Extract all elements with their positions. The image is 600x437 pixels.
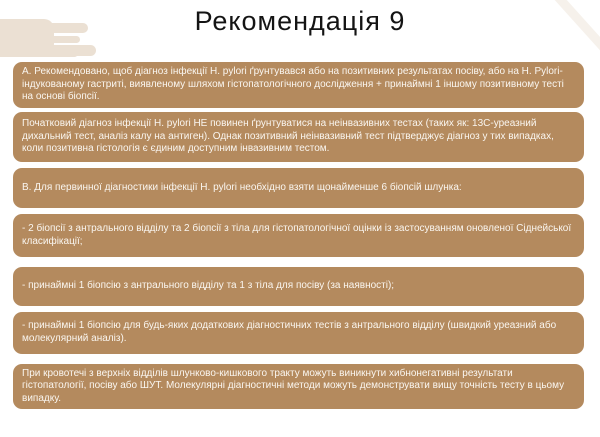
recommendation-block-initial-diagnosis-text: Початковий діагноз інфекції H. pylori НЕ повинен ґрунтуватися на неінвазивних тестах (таких як: 13С-уреазний дихальний тест, аналіз калу на антиген). Однак позитивний неінвазивний тест підтверджує діагноз у тих випадках, коли позитивна гістологія є єдиним доступним інвазивним тестом. bbox=[22, 118, 554, 155]
biopsy-item-culture-text: - принаймні 1 біопсію з антрального відділу та 1 з тіла для посіву (за наявності); bbox=[22, 280, 395, 292]
biopsy-item-culture bbox=[13, 267, 584, 306]
brush-stroke-streak bbox=[22, 36, 80, 43]
biopsy-item-histology bbox=[13, 214, 584, 257]
recommendation-block-b bbox=[13, 168, 584, 208]
recommendation-block-bleeding-note bbox=[13, 364, 584, 409]
biopsy-item-additional-tests bbox=[13, 312, 584, 354]
slide-title: Рекомендація 9 bbox=[194, 6, 406, 36]
recommendation-block-a-text: А. Рекомендовано, щоб діагноз інфекції H. pylori ґрунтувався або на позитивних результатах посіву, або на H. Pylori-індукованому гастриті, виявленому шляхом гістопатологічного дослідження + принаймні 1 іншому позитивному тесті на основі біопсії. bbox=[22, 66, 564, 103]
recommendation-block-a bbox=[13, 62, 584, 108]
biopsy-item-histology-text: - 2 біопсії з антрального відділу та 2 біопсії з тіла для гістопатологічної оцінки із застосуванням оновленої Сіднейської класифікації; bbox=[22, 222, 572, 247]
recommendation-block-bleeding-note-text: При кровотечі з верхніх відділів шлунково-кишкового тракту можуть виникнути хибнонегативні результати гістопатології, посіву або ШУТ. Молекулярні діагностичні методи можуть демонструвати вищу точність тесту в цьому випадку. bbox=[22, 367, 565, 404]
recommendation-block-b-text: В. Для первинної діагностики інфекції H. pylori необхідно взяти щонайменше 6 біопсій шлунка: bbox=[22, 181, 462, 193]
brush-stroke-streak bbox=[0, 50, 78, 57]
biopsy-item-additional-tests-text: - принаймні 1 біопсію для будь-яких додаткових діагностичних тестів з антрального відділу (швидкий уреазний або молекулярний аналіз). bbox=[22, 320, 557, 344]
recommendation-block-initial-diagnosis bbox=[13, 112, 584, 162]
